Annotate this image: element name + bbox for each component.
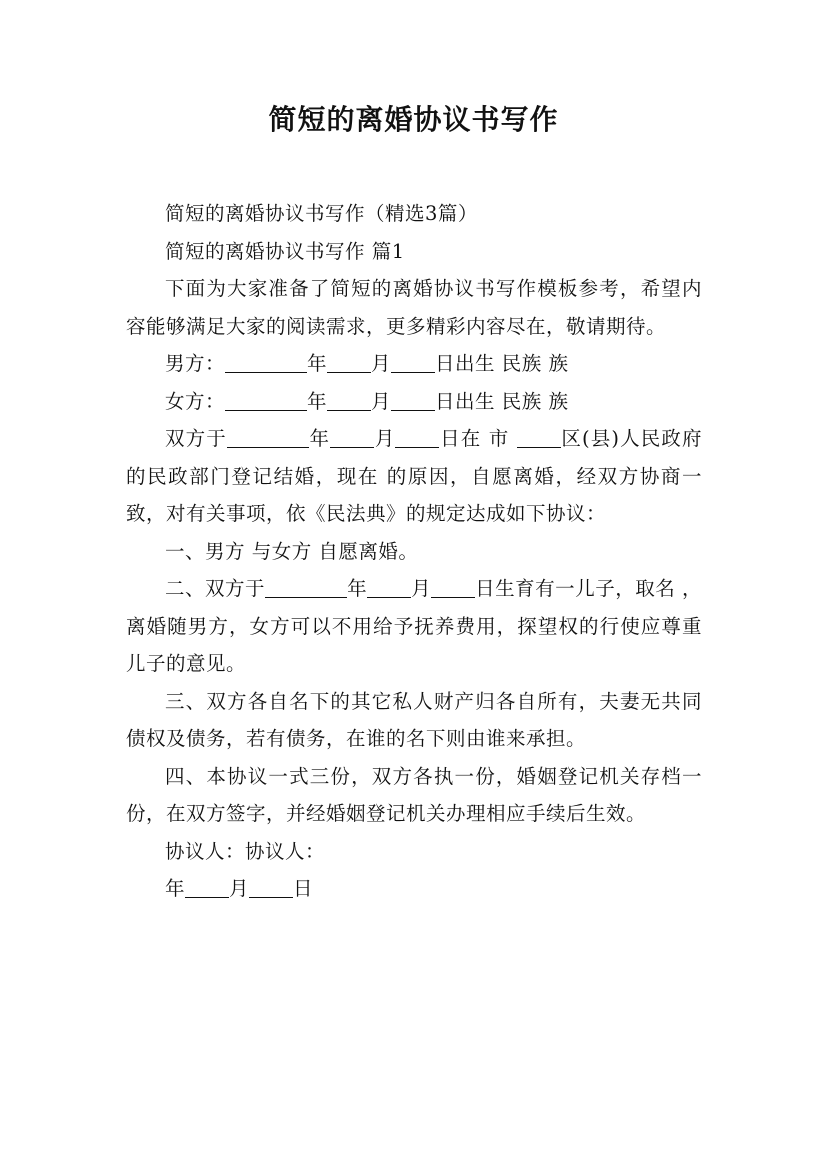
subtitle: 简短的离婚协议书写作（精选3篇）	[165, 202, 478, 225]
blank-line	[330, 425, 374, 448]
year-label: 年	[165, 877, 186, 900]
year-label: 年	[307, 352, 328, 375]
day-place-label: 日在 市	[439, 427, 517, 450]
birth-ethnicity-label: 日出生 民族 族	[435, 389, 569, 413]
month-label: 月	[229, 877, 250, 900]
marriage-clause	[126, 420, 702, 533]
blank-line	[227, 425, 309, 448]
year-label: 年	[307, 389, 328, 413]
blank-line	[225, 388, 307, 411]
blank-line	[327, 350, 371, 373]
blank-line	[225, 350, 307, 373]
year-label: 年	[347, 577, 368, 600]
birth-ethnicity-label: 日出生 民族 族	[435, 352, 569, 375]
marriage-clause-rest: 区(县)人民政府的民政部门登记结婚，现在 的原因，自愿离婚，经双方协商一致，对有关事项，依《民法典》的规定达成如下协议：	[126, 427, 702, 525]
blank-line	[249, 875, 293, 898]
blank-line	[391, 388, 435, 411]
month-label: 月	[371, 352, 392, 375]
clause-1: 一、男方 与女方 自愿离婚。	[165, 539, 419, 563]
document-title: 简短的离婚协议书写作	[268, 103, 559, 136]
blank-line	[327, 388, 371, 411]
day-label: 日	[293, 877, 314, 900]
blank-line	[185, 875, 229, 898]
female-party-line	[126, 383, 702, 421]
male-party-label: 男方：	[165, 352, 226, 375]
clause-3: 三、双方各自名下的其它私人财产归各自所有，夫妻无共同债权及债务，若有债务，在谁的名下则由谁来承担。	[126, 689, 702, 750]
clause-4: 四、本协议一式三份，双方各执一份，婚姻登记机关存档一份，在双方签字，并经婚姻登记机关办理相应手续后生效。	[126, 764, 702, 825]
blank-line	[395, 425, 439, 448]
section-heading: 简短的离婚协议书写作 篇1	[165, 239, 405, 263]
intro-paragraph: 下面为大家准备了简短的离婚协议书写作模板参考，希望内容能够满足大家的阅读需求，更多精彩内容尽在，敬请期待。	[126, 277, 702, 338]
month-label: 月	[374, 427, 396, 450]
blank-line	[431, 575, 475, 598]
year-label: 年	[308, 427, 331, 450]
document-body	[126, 195, 702, 908]
clause-2-prefix: 二、双方于	[165, 577, 266, 600]
blank-line	[367, 575, 411, 598]
month-label: 月	[371, 389, 392, 413]
marriage-prefix: 双方于	[165, 427, 227, 450]
blank-line	[517, 425, 561, 448]
blank-line	[265, 575, 347, 598]
date-line	[126, 870, 702, 908]
month-label: 月	[411, 577, 432, 600]
signatories-line: 协议人：协议人：	[165, 839, 326, 863]
male-party-line	[126, 345, 702, 383]
blank-line	[391, 350, 435, 373]
clause-2	[126, 570, 702, 683]
female-party-label: 女方：	[165, 389, 226, 413]
clause-2-rest: 日生育有一儿子，取名 ，离婚随男方，女方可以不用给予抚养费用，探望权的行使应尊重儿子的意见。	[126, 577, 702, 675]
